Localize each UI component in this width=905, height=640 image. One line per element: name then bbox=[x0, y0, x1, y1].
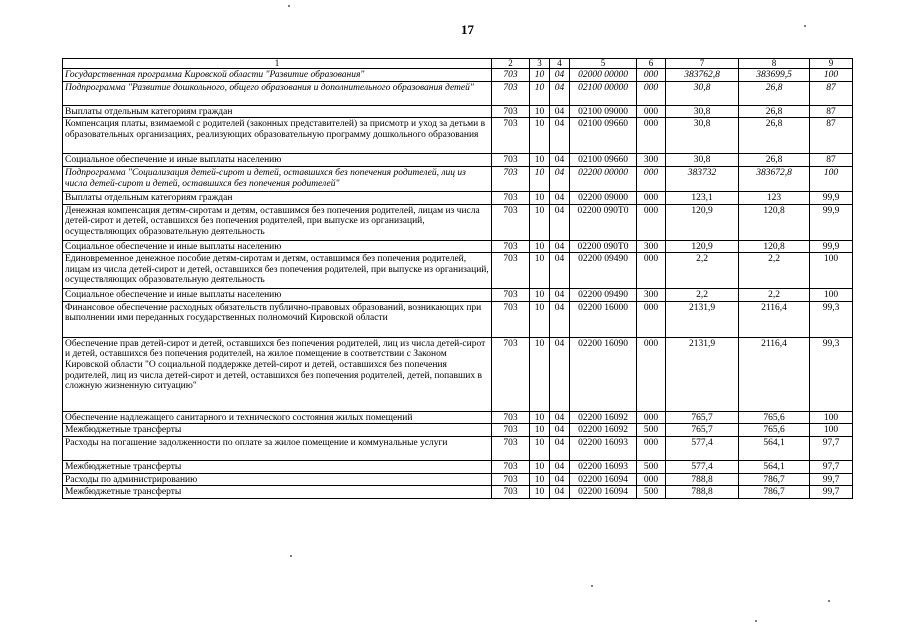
cell-col-8: 26,8 bbox=[739, 105, 810, 118]
cell-col-5: 02100 09000 bbox=[570, 105, 637, 118]
cell-col-9: 97,7 bbox=[810, 437, 853, 461]
table-row bbox=[63, 253, 853, 289]
cell-col-6: 000 bbox=[637, 166, 666, 191]
cell-col-4: 04 bbox=[550, 240, 570, 253]
row-name-cell: Расходы по администрированию bbox=[63, 473, 492, 486]
cell-col-9: 87 bbox=[810, 118, 853, 154]
cell-col-3: 10 bbox=[530, 411, 550, 424]
cell-col-8: 564,1 bbox=[739, 461, 810, 474]
table-row bbox=[63, 154, 853, 167]
col-header-6: 6 bbox=[637, 59, 666, 69]
table-row bbox=[63, 424, 853, 437]
cell-col-2: 703 bbox=[492, 289, 530, 302]
cell-col-8: 26,8 bbox=[739, 154, 810, 167]
table-row bbox=[63, 411, 853, 424]
table-row bbox=[63, 301, 853, 337]
scan-speck bbox=[804, 25, 806, 27]
cell-col-9: 97,7 bbox=[810, 461, 853, 474]
table-row bbox=[63, 473, 853, 486]
col-header-4: 4 bbox=[550, 59, 570, 69]
cell-col-9: 100 bbox=[810, 166, 853, 191]
cell-col-5: 02100 09660 bbox=[570, 118, 637, 154]
table-body bbox=[63, 69, 853, 499]
cell-col-7: 788,8 bbox=[666, 486, 739, 499]
cell-col-5: 02200 09000 bbox=[570, 191, 637, 204]
cell-col-3: 10 bbox=[530, 118, 550, 154]
cell-col-8: 2,2 bbox=[739, 253, 810, 289]
cell-col-3: 10 bbox=[530, 486, 550, 499]
cell-col-9: 99,3 bbox=[810, 301, 853, 337]
cell-col-8: 383699,5 bbox=[739, 69, 810, 82]
cell-col-3: 10 bbox=[530, 461, 550, 474]
cell-col-3: 10 bbox=[530, 437, 550, 461]
row-name-cell: Социальное обеспечение и иные выплаты населению bbox=[63, 240, 492, 253]
cell-col-9: 99,9 bbox=[810, 240, 853, 253]
cell-col-5: 02200 090T0 bbox=[570, 240, 637, 253]
table-header-row bbox=[63, 59, 853, 69]
cell-col-6: 000 bbox=[637, 253, 666, 289]
cell-col-6: 000 bbox=[637, 191, 666, 204]
cell-col-3: 10 bbox=[530, 240, 550, 253]
cell-col-9: 100 bbox=[810, 69, 853, 82]
cell-col-7: 120,9 bbox=[666, 204, 739, 240]
cell-col-4: 04 bbox=[550, 81, 570, 105]
cell-col-9: 100 bbox=[810, 424, 853, 437]
cell-col-4: 04 bbox=[550, 461, 570, 474]
cell-col-9: 99,7 bbox=[810, 473, 853, 486]
cell-col-2: 703 bbox=[492, 166, 530, 191]
cell-col-6: 000 bbox=[637, 337, 666, 411]
cell-col-5: 02200 16093 bbox=[570, 437, 637, 461]
cell-col-5: 02200 16094 bbox=[570, 473, 637, 486]
cell-col-6: 000 bbox=[637, 301, 666, 337]
cell-col-9: 100 bbox=[810, 253, 853, 289]
cell-col-6: 000 bbox=[637, 411, 666, 424]
cell-col-5: 02200 00000 bbox=[570, 166, 637, 191]
cell-col-6: 000 bbox=[637, 473, 666, 486]
col-header-5: 5 bbox=[570, 59, 637, 69]
cell-col-4: 04 bbox=[550, 105, 570, 118]
cell-col-7: 577,4 bbox=[666, 437, 739, 461]
cell-col-2: 703 bbox=[492, 69, 530, 82]
scan-speck bbox=[755, 620, 757, 622]
cell-col-5: 02200 16094 bbox=[570, 486, 637, 499]
cell-col-3: 10 bbox=[530, 301, 550, 337]
cell-col-7: 765,7 bbox=[666, 424, 739, 437]
cell-col-5: 02200 16092 bbox=[570, 424, 637, 437]
table-row bbox=[63, 289, 853, 302]
cell-col-5: 02200 090T0 bbox=[570, 204, 637, 240]
cell-col-3: 10 bbox=[530, 191, 550, 204]
cell-col-4: 04 bbox=[550, 204, 570, 240]
cell-col-5: 02100 09660 bbox=[570, 154, 637, 167]
cell-col-7: 2,2 bbox=[666, 253, 739, 289]
cell-col-2: 703 bbox=[492, 473, 530, 486]
cell-col-6: 000 bbox=[637, 105, 666, 118]
col-header-1: 1 bbox=[63, 59, 492, 69]
cell-col-2: 703 bbox=[492, 486, 530, 499]
cell-col-6: 500 bbox=[637, 424, 666, 437]
cell-col-3: 10 bbox=[530, 105, 550, 118]
table-row bbox=[63, 166, 853, 191]
cell-col-2: 703 bbox=[492, 105, 530, 118]
cell-col-6: 000 bbox=[637, 81, 666, 105]
col-header-8: 8 bbox=[739, 59, 810, 69]
col-header-3: 3 bbox=[530, 59, 550, 69]
cell-col-5: 02200 16000 bbox=[570, 301, 637, 337]
cell-col-6: 000 bbox=[637, 69, 666, 82]
cell-col-2: 703 bbox=[492, 204, 530, 240]
cell-col-9: 99,7 bbox=[810, 486, 853, 499]
cell-col-7: 788,8 bbox=[666, 473, 739, 486]
budget-table bbox=[62, 58, 853, 499]
cell-col-4: 04 bbox=[550, 191, 570, 204]
cell-col-8: 786,7 bbox=[739, 473, 810, 486]
cell-col-5: 02200 16093 bbox=[570, 461, 637, 474]
scan-speck bbox=[290, 555, 292, 557]
cell-col-9: 99,9 bbox=[810, 191, 853, 204]
cell-col-2: 703 bbox=[492, 253, 530, 289]
cell-col-7: 2131,9 bbox=[666, 301, 739, 337]
cell-col-6: 300 bbox=[637, 289, 666, 302]
col-header-9: 9 bbox=[810, 59, 853, 69]
cell-col-5: 02000 00000 bbox=[570, 69, 637, 82]
cell-col-2: 703 bbox=[492, 337, 530, 411]
cell-col-3: 10 bbox=[530, 473, 550, 486]
cell-col-4: 04 bbox=[550, 486, 570, 499]
cell-col-3: 10 bbox=[530, 154, 550, 167]
cell-col-6: 000 bbox=[637, 204, 666, 240]
cell-col-7: 120,9 bbox=[666, 240, 739, 253]
cell-col-3: 10 bbox=[530, 204, 550, 240]
cell-col-7: 765,7 bbox=[666, 411, 739, 424]
table-row bbox=[63, 118, 853, 154]
cell-col-5: 02200 09490 bbox=[570, 289, 637, 302]
cell-col-4: 04 bbox=[550, 437, 570, 461]
cell-col-2: 703 bbox=[492, 191, 530, 204]
cell-col-6: 000 bbox=[637, 118, 666, 154]
cell-col-8: 2,2 bbox=[739, 289, 810, 302]
cell-col-8: 120,8 bbox=[739, 240, 810, 253]
row-name-cell: Денежная компенсация детям-сиротам и детям, оставшимся без попечения родителей, лицам из числа детей-сирот и детей, оставшихся без попечения родителей, при выпуске из организаций, осуществляющих образовательную деятельность bbox=[63, 204, 492, 240]
cell-col-7: 2,2 bbox=[666, 289, 739, 302]
table-row bbox=[63, 81, 853, 105]
scan-speck bbox=[828, 600, 830, 602]
row-name-cell: Подпрограмма "Развитие дошкольного, общего образования и дополнительного образования детей" bbox=[63, 81, 492, 105]
cell-col-7: 30,8 bbox=[666, 154, 739, 167]
cell-col-2: 703 bbox=[492, 154, 530, 167]
cell-col-4: 04 bbox=[550, 69, 570, 82]
cell-col-8: 2116,4 bbox=[739, 301, 810, 337]
table-row bbox=[63, 69, 853, 82]
cell-col-6: 500 bbox=[637, 486, 666, 499]
cell-col-6: 300 bbox=[637, 240, 666, 253]
cell-col-6: 500 bbox=[637, 461, 666, 474]
page-number: 17 bbox=[461, 22, 474, 37]
table-row bbox=[63, 240, 853, 253]
cell-col-4: 04 bbox=[550, 118, 570, 154]
row-name-cell: Выплаты отдельным категориям граждан bbox=[63, 105, 492, 118]
row-name-cell: Единовременное денежное пособие детям-сиротам и детям, оставшимся без попечения родителей, лицам из числа детей-сирот и детей, оставшихся без попечения родителей, при выпуске из организаций, осуществляющих образовательную деятельность bbox=[63, 253, 492, 289]
row-name-cell: Обеспечение прав детей-сирот и детей, оставшихся без попечения родителей, лиц из числа детей-сирот и детей, оставшихся без попечения родителей, на жилое помещение в соответствии с Законом Кировской области "О социальной поддержке детей-сирот и детей, оставшихся без попечения родителей, лиц из числа детей-сирот и детей, оставшихся без попечения родителей, детей, попавших в сложную жизненную ситуацию" bbox=[63, 337, 492, 411]
cell-col-6: 000 bbox=[637, 437, 666, 461]
cell-col-7: 30,8 bbox=[666, 105, 739, 118]
row-name-cell: Подпрограмма "Социализация детей-сирот и детей, оставшихся без попечения родителей, лиц из числа детей-сирот и детей, оставшихся без попечения родителей" bbox=[63, 166, 492, 191]
cell-col-4: 04 bbox=[550, 289, 570, 302]
table-row bbox=[63, 437, 853, 461]
cell-col-2: 703 bbox=[492, 424, 530, 437]
cell-col-5: 02100 00000 bbox=[570, 81, 637, 105]
row-name-cell: Государственная программа Кировской области "Развитие образования" bbox=[63, 69, 492, 82]
cell-col-4: 04 bbox=[550, 411, 570, 424]
cell-col-9: 87 bbox=[810, 81, 853, 105]
table-row bbox=[63, 486, 853, 499]
row-name-cell: Межбюджетные трансферты bbox=[63, 424, 492, 437]
cell-col-8: 2116,4 bbox=[739, 337, 810, 411]
cell-col-4: 04 bbox=[550, 301, 570, 337]
table-row bbox=[63, 204, 853, 240]
cell-col-3: 10 bbox=[530, 69, 550, 82]
cell-col-4: 04 bbox=[550, 253, 570, 289]
cell-col-9: 87 bbox=[810, 154, 853, 167]
row-name-cell: Обеспечение надлежащего санитарного и технического состояния жилых помещений bbox=[63, 411, 492, 424]
cell-col-9: 99,9 bbox=[810, 204, 853, 240]
cell-col-7: 30,8 bbox=[666, 118, 739, 154]
row-name-cell: Социальное обеспечение и иные выплаты населению bbox=[63, 289, 492, 302]
cell-col-3: 10 bbox=[530, 166, 550, 191]
cell-col-2: 703 bbox=[492, 240, 530, 253]
cell-col-3: 10 bbox=[530, 253, 550, 289]
cell-col-8: 564,1 bbox=[739, 437, 810, 461]
cell-col-2: 703 bbox=[492, 461, 530, 474]
col-header-7: 7 bbox=[666, 59, 739, 69]
cell-col-4: 04 bbox=[550, 424, 570, 437]
cell-col-4: 04 bbox=[550, 166, 570, 191]
cell-col-8: 26,8 bbox=[739, 81, 810, 105]
cell-col-4: 04 bbox=[550, 154, 570, 167]
cell-col-2: 703 bbox=[492, 301, 530, 337]
cell-col-5: 02200 09490 bbox=[570, 253, 637, 289]
cell-col-7: 2131,9 bbox=[666, 337, 739, 411]
cell-col-7: 383732 bbox=[666, 166, 739, 191]
col-header-2: 2 bbox=[492, 59, 530, 69]
cell-col-9: 99,3 bbox=[810, 337, 853, 411]
cell-col-8: 123 bbox=[739, 191, 810, 204]
cell-col-9: 100 bbox=[810, 289, 853, 302]
cell-col-2: 703 bbox=[492, 118, 530, 154]
table-row bbox=[63, 191, 853, 204]
cell-col-3: 10 bbox=[530, 424, 550, 437]
cell-col-8: 383672,8 bbox=[739, 166, 810, 191]
cell-col-2: 703 bbox=[492, 437, 530, 461]
cell-col-9: 100 bbox=[810, 411, 853, 424]
cell-col-9: 87 bbox=[810, 105, 853, 118]
row-name-cell: Компенсация платы, взимаемой с родителей (законных представителей) за присмотр и уход за детьми в образовательных организациях, реализующих образовательную программу дошкольного образования bbox=[63, 118, 492, 154]
cell-col-8: 786,7 bbox=[739, 486, 810, 499]
cell-col-3: 10 bbox=[530, 289, 550, 302]
cell-col-4: 04 bbox=[550, 473, 570, 486]
cell-col-8: 765,6 bbox=[739, 424, 810, 437]
cell-col-3: 10 bbox=[530, 81, 550, 105]
cell-col-5: 02200 16090 bbox=[570, 337, 637, 411]
cell-col-8: 765,6 bbox=[739, 411, 810, 424]
cell-col-5: 02200 16092 bbox=[570, 411, 637, 424]
cell-col-7: 383762,8 bbox=[666, 69, 739, 82]
row-name-cell: Финансовое обеспечение расходных обязательств публично-правовых образований, возникающих при выполнении ими переданных государственных полномочий Кировской области bbox=[63, 301, 492, 337]
row-name-cell: Выплаты отдельным категориям граждан bbox=[63, 191, 492, 204]
table-row bbox=[63, 461, 853, 474]
cell-col-4: 04 bbox=[550, 337, 570, 411]
table-row bbox=[63, 337, 853, 411]
cell-col-3: 10 bbox=[530, 337, 550, 411]
cell-col-7: 30,8 bbox=[666, 81, 739, 105]
cell-col-8: 120,8 bbox=[739, 204, 810, 240]
row-name-cell: Социальное обеспечение и иные выплаты населению bbox=[63, 154, 492, 167]
cell-col-2: 703 bbox=[492, 411, 530, 424]
cell-col-7: 123,1 bbox=[666, 191, 739, 204]
cell-col-8: 26,8 bbox=[739, 118, 810, 154]
row-name-cell: Расходы на погашение задолженности по оплате за жилое помещение и коммунальные услуги bbox=[63, 437, 492, 461]
cell-col-2: 703 bbox=[492, 81, 530, 105]
row-name-cell: Межбюджетные трансферты bbox=[63, 461, 492, 474]
scan-speck bbox=[288, 5, 290, 7]
scan-speck bbox=[591, 585, 593, 587]
row-name-cell: Межбюджетные трансферты bbox=[63, 486, 492, 499]
cell-col-7: 577,4 bbox=[666, 461, 739, 474]
table-row bbox=[63, 105, 853, 118]
cell-col-6: 300 bbox=[637, 154, 666, 167]
